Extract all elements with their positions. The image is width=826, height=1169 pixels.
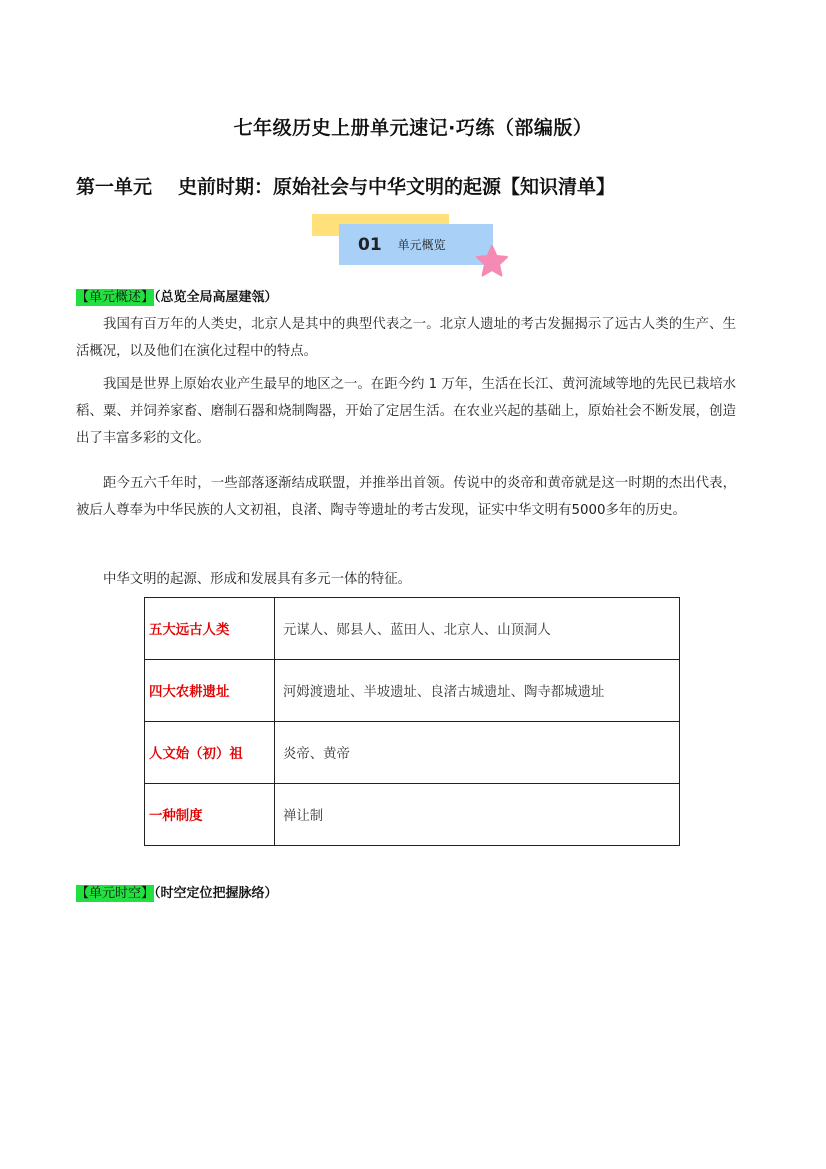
overview-tag: 【单元概述】 (76, 290, 155, 305)
star-icon (475, 245, 509, 277)
table-key: 一种制度 (145, 784, 275, 846)
summary-table (144, 597, 680, 846)
table-key: 四大农耕遗址 (145, 660, 275, 722)
unit-title (76, 172, 776, 199)
table-value: 元谋人、郧县人、蓝田人、北京人、山顶洞人 (275, 598, 680, 660)
badge-blue-box (339, 224, 493, 265)
table-value: 河姆渡遗址、半坡遗址、良渚古城遗址、陶寺都城遗址 (275, 660, 680, 722)
timeline-subtitle: （时空定位把握脉络） (154, 886, 278, 901)
document-title: 七年级历史上册单元速记·巧练（部编版） (233, 117, 593, 139)
overview-paragraph-2: 我国是世界上原始农业产生最早的地区之一。在距今约 1 万年，生活在长江、黄河流域等地的先民已栽培水稻、粟、并饲养家畜、磨制石器和烧制陶器，开始了定居生活。在农业兴起的基础上，原始社会不断发展，创造出了丰富多彩的文化。 (76, 377, 736, 446)
overview-paragraph-4: 中华文明的起源、形成和发展具有多元一体的特征。 (103, 572, 411, 587)
unit-title-text: 史前时期：原始社会与中华文明的起源【知识清单】 (178, 176, 616, 198)
badge-number: 01 (358, 234, 382, 255)
table-value: 炎帝、黄帝 (275, 722, 680, 784)
overview-paragraph-1: 我国有百万年的人类史，北京人是其中的典型代表之一。北京人遗址的考古发掘揭示了远古人类的生产、生活概况，以及他们在演化过程中的特点。 (76, 317, 736, 359)
table-key: 五大远古人类 (145, 598, 275, 660)
table-value: 禅让制 (275, 784, 680, 846)
overview-heading (76, 286, 278, 305)
section-badge (312, 214, 512, 278)
table-key: 人文始（初）祖 (145, 722, 275, 784)
table-row (145, 722, 680, 784)
table-row (145, 598, 680, 660)
overview-paragraph-3: 距今五六千年时，一些部落逐渐结成联盟，并推举出首领。传说中的炎帝和黄帝就是这一时期的杰出代表，被后人尊奉为中华民族的人文初祖，良渚、陶寺等遗址的考古发现，证实中华文明有5000多年的历史。 (76, 476, 736, 518)
overview-subtitle: （总览全局高屋建瓴） (154, 290, 278, 305)
badge-label: 单元概览 (397, 238, 446, 252)
timeline-heading (76, 882, 278, 901)
table-row (145, 784, 680, 846)
unit-number: 第一单元 (76, 176, 153, 198)
table-row (145, 660, 680, 722)
timeline-tag: 【单元时空】 (76, 886, 155, 901)
